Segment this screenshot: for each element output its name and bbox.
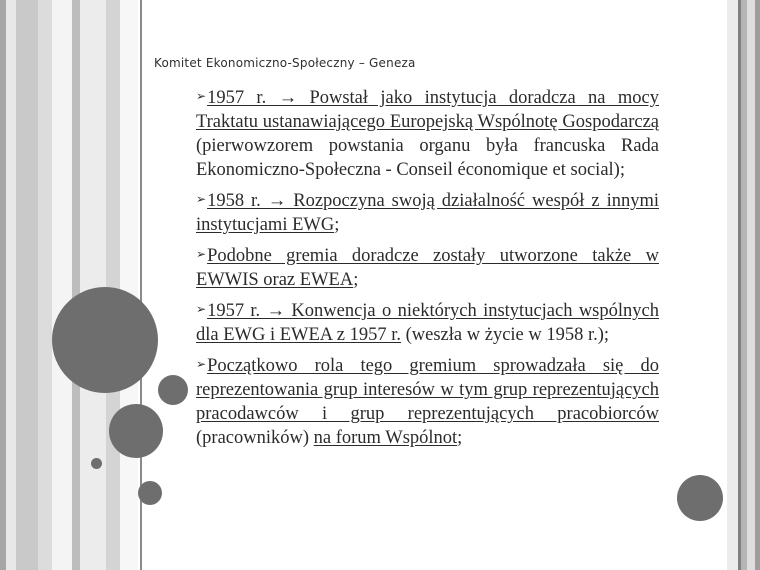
plain-text: (pierwowzorem powstania organu była francuska Rada Ekonomiczno-Społeczna - Conseil économique et social); [196,136,659,180]
stripe-decoration [106,0,120,570]
underlined-text: 1957 r. → Powstał jako instytucja doradcza na mocy Traktatu ustanawiającego Europejską Wspólnotę Gospodarczą [196,88,659,132]
circle-decoration [158,375,188,405]
bullet-list [196,84,659,455]
circle-decoration [52,287,158,393]
stripe-decoration [738,0,741,570]
list-item [196,352,659,450]
stripe-decoration [52,0,72,570]
plain-text: (pracowników) [196,428,314,448]
list-item [196,84,659,182]
list-item [196,242,659,292]
slide-title: Komitet Ekonomiczno-Społeczny – Geneza [154,56,416,70]
underlined-text: 1957 r. → Konwencja o niektórych instytucjach wspólnych dla EWG i EWEA z 1957 r. [196,301,659,345]
list-item [196,297,659,347]
stripe-decoration [38,0,52,570]
circle-decoration [109,404,163,458]
stripe-decoration [726,0,738,570]
stripe-decoration [72,0,80,570]
circle-decoration [91,458,102,469]
stripe-decoration [741,0,747,570]
arrow-bullet-icon: ➢ [196,357,207,371]
plain-text: ; [457,428,463,448]
underlined-text: na forum Wspólnot [313,428,458,448]
stripe-decoration [6,0,16,570]
plain-text: ; [334,215,340,235]
arrow-bullet-icon: ➢ [196,302,207,316]
arrow-bullet-icon: ➢ [196,89,207,103]
underlined-text: Podobne gremia doradcze zostały utworzone także w EWWIS oraz EWEA [196,246,659,290]
arrow-bullet-icon: ➢ [196,247,207,261]
underlined-text: 1958 r. → Rozpoczyna swoją działalność wespół z innymi instytucjami EWG [196,191,659,235]
list-item [196,187,659,237]
stripe-decoration [120,0,138,570]
underlined-text: Początkowo rola tego gremium sprowadzała się do reprezentowania grup interesów w tym grup reprezentujących pracodawców i grup reprezentujących pracobiorców [196,356,659,424]
stripe-decoration [755,0,760,570]
circle-decoration [677,475,723,521]
plain-text: (weszła w życie w 1958 r.); [401,325,610,345]
stripe-decoration [80,0,106,570]
arrow-bullet-icon: ➢ [196,192,207,206]
stripe-decoration [747,0,755,570]
stripe-decoration [16,0,38,570]
circle-decoration [138,481,162,505]
plain-text: ; [353,270,359,290]
